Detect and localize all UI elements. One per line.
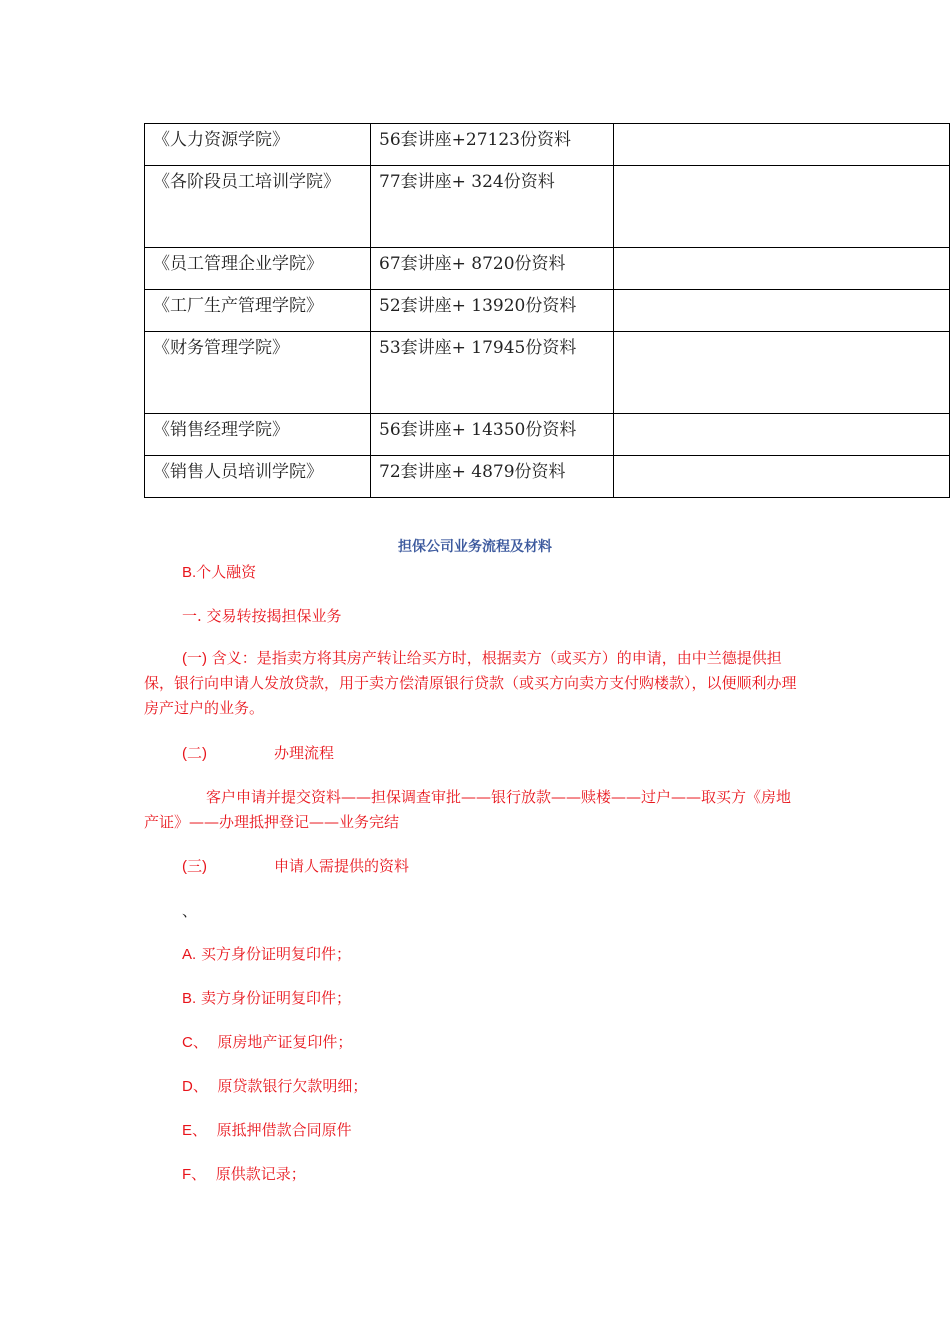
- course-name-cell: 《财务管理学院》: [145, 332, 371, 414]
- course-name-cell: 《销售人员培训学院》: [145, 456, 371, 498]
- table-row: [145, 332, 950, 414]
- definition-text: 含义：是指卖方将其房产转让给买方时，根据卖方（或买方）的申请，由中兰德提供担保，银行向申请人发放贷款，用于卖方偿清原银行贷款（或买方向卖方支付购楼款），以便顺利办理房产过户的业务。: [144, 649, 797, 717]
- definition-label: (一): [182, 650, 207, 667]
- course-name-cell: 《销售经理学院》: [145, 414, 371, 456]
- empty-cell: [614, 166, 950, 248]
- course-name-cell: 《员工管理企业学院》: [145, 248, 371, 290]
- course-content-cell: 53套讲座+ 17945份资料: [371, 332, 614, 414]
- materials-heading: [182, 855, 409, 876]
- list-item: C、 原房地产证复印件；: [182, 1033, 353, 1051]
- empty-cell: [614, 456, 950, 498]
- course-name-cell: 《各阶段员工培训学院》: [145, 166, 371, 248]
- empty-cell: [614, 248, 950, 290]
- course-content-cell: 67套讲座+ 8720份资料: [371, 248, 614, 290]
- table-row: [145, 166, 950, 248]
- process-title: 办理流程: [274, 744, 335, 762]
- process-label: (二): [182, 745, 207, 762]
- course-content-cell: 56套讲座+27123份资料: [371, 124, 614, 166]
- empty-cell: [614, 124, 950, 166]
- list-item: D、 原贷款银行欠款明细；: [182, 1077, 368, 1095]
- table-row: [145, 414, 950, 456]
- table-row: [145, 124, 950, 166]
- definition-paragraph: [144, 646, 804, 721]
- table-row: [145, 248, 950, 290]
- materials-title: 申请人需提供的资料: [274, 857, 410, 875]
- course-content-cell: 72套讲座+ 4879份资料: [371, 456, 614, 498]
- table-row: [145, 290, 950, 332]
- empty-cell: [614, 414, 950, 456]
- course-content-cell: 77套讲座+ 324份资料: [371, 166, 614, 248]
- process-heading: [182, 742, 334, 763]
- table-row: [145, 456, 950, 498]
- section-title: 担保公司业务流程及材料: [398, 539, 552, 555]
- process-paragraph: 客户申请并提交资料——担保调查审批——银行放款——赎楼——过户——取买方《房地产证》——办理抵押登记——业务完结: [144, 788, 792, 831]
- empty-cell: [614, 290, 950, 332]
- stray-mark: 、: [182, 902, 198, 920]
- course-content-cell: 52套讲座+ 13920份资料: [371, 290, 614, 332]
- course-name-cell: 《人力资源学院》: [145, 124, 371, 166]
- materials-label: (三): [182, 858, 207, 875]
- section-heading-b: B.个人融资: [182, 564, 257, 581]
- course-content-cell: 56套讲座+ 14350份资料: [371, 414, 614, 456]
- course-name-cell: 《工厂生产管理学院》: [145, 290, 371, 332]
- empty-cell: [614, 332, 950, 414]
- subsection-heading: 一. 交易转按揭担保业务: [182, 607, 342, 625]
- course-table: [144, 123, 950, 498]
- list-item: A. 买方身份证明复印件；: [182, 945, 351, 963]
- list-item: F、 原供款记录；: [182, 1165, 306, 1183]
- list-item: B. 卖方身份证明复印件；: [182, 989, 351, 1007]
- list-item: E、 原抵押借款合同原件: [182, 1121, 352, 1139]
